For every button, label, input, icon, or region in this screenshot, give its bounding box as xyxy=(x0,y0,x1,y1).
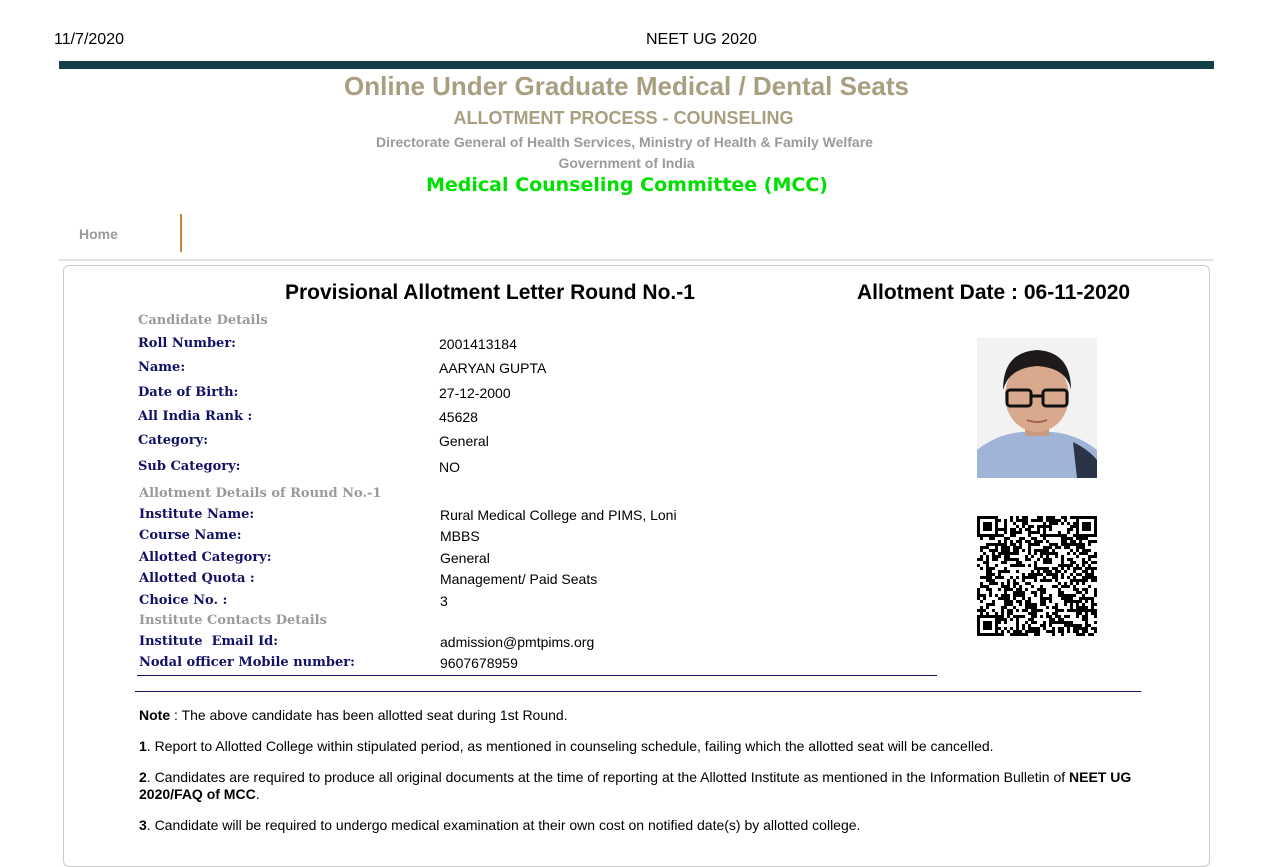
print-title: NEET UG 2020 xyxy=(646,31,757,48)
letter-title: Provisional Allotment Letter Round No.-1 xyxy=(285,281,695,304)
sub-category-label: Sub Category: xyxy=(138,459,241,474)
print-date: 11/7/2020 xyxy=(54,31,124,48)
candidate-details-heading: Candidate Details xyxy=(138,313,268,328)
note-item-3 xyxy=(139,817,1139,834)
site-subtitle: ALLOTMENT PROCESS - COUNSELING xyxy=(453,108,794,128)
category-value: General xyxy=(439,433,489,449)
rank-value: 45628 xyxy=(439,409,478,425)
allotted-quota-label: Allotted Quota : xyxy=(139,571,255,586)
name-value: AARYAN GUPTA xyxy=(439,360,547,376)
allotment-date: Allotment Date : 06-11-2020 xyxy=(857,281,1131,304)
course-name-value: MBBS xyxy=(440,528,480,544)
institute-name-value: Rural Medical College and PIMS, Loni xyxy=(440,507,677,523)
note-2-number: 2 xyxy=(139,769,147,785)
contacts-heading: Institute Contacts Details xyxy=(139,613,327,628)
nav-divider xyxy=(180,214,182,252)
committee-name: Medical Counseling Committee (MCC) xyxy=(426,174,828,196)
choice-no-label: Choice No. : xyxy=(139,593,228,608)
notes-divider xyxy=(135,691,1141,692)
note-3-text: . Candidate will be required to undergo medical examination at their own cost on notified date(s) by allotted college. xyxy=(146,817,861,833)
sub-category-value: NO xyxy=(439,459,460,475)
name-label: Name: xyxy=(138,360,186,375)
roll-number-label: Roll Number: xyxy=(138,336,236,351)
note-label: Note xyxy=(139,707,171,723)
roll-number-value: 2001413184 xyxy=(439,336,517,352)
allotted-category-label: Allotted Category: xyxy=(139,550,272,565)
choice-no-value: 3 xyxy=(440,593,448,609)
note-line xyxy=(139,707,1139,724)
note-text: : The above candidate has been allotted seat during 1st Round. xyxy=(170,707,568,723)
note-2-text: . Candidates are required to produce all original documents at the time of reporting at the Allotted Institute as mentioned in the Information Bulletin of xyxy=(146,769,1070,785)
nav-underline xyxy=(59,259,1214,261)
note-1-number: 1 xyxy=(139,738,147,754)
allotted-quota-value: Management/ Paid Seats xyxy=(440,571,598,587)
mobile-label: Nodal officer Mobile number: xyxy=(139,655,355,670)
note-1-text: . Report to Allotted College within stipulated period, as mentioned in counseling schedule, failing which the allotted seat will be cancelled. xyxy=(146,738,994,754)
category-label: Category: xyxy=(138,433,209,448)
qr-code xyxy=(977,516,1097,636)
government: Government of India xyxy=(558,155,695,171)
note-2-end: . xyxy=(255,786,260,802)
dob-label: Date of Birth: xyxy=(138,385,239,400)
rank-label: All India Rank : xyxy=(138,409,253,424)
dob-value: 27-12-2000 xyxy=(439,385,511,401)
email-label: Institute Email Id: xyxy=(139,634,279,649)
note-3-number: 3 xyxy=(139,817,147,833)
allotted-category-value: General xyxy=(440,550,490,566)
nav-home-link[interactable]: Home xyxy=(79,226,118,242)
allotment-details-heading: Allotment Details of Round No.-1 xyxy=(139,486,382,501)
note-item-2 xyxy=(139,769,1139,803)
course-name-label: Course Name: xyxy=(139,528,242,543)
mobile-value: 9607678959 xyxy=(440,655,518,671)
site-title: Online Under Graduate Medical / Dental Seats xyxy=(344,71,909,101)
note-item-1 xyxy=(139,738,1139,755)
candidate-photo xyxy=(977,338,1097,478)
header-bar xyxy=(59,61,1214,69)
email-value: admission@pmtpims.org xyxy=(440,634,595,650)
directorate: Directorate General of Health Services, Ministry of Health & Family Welfare xyxy=(376,134,873,150)
institute-name-label: Institute Name: xyxy=(139,507,255,522)
note-2-bold: NEET UG 2020/FAQ of MCC xyxy=(139,769,1132,802)
details-divider xyxy=(137,675,937,676)
